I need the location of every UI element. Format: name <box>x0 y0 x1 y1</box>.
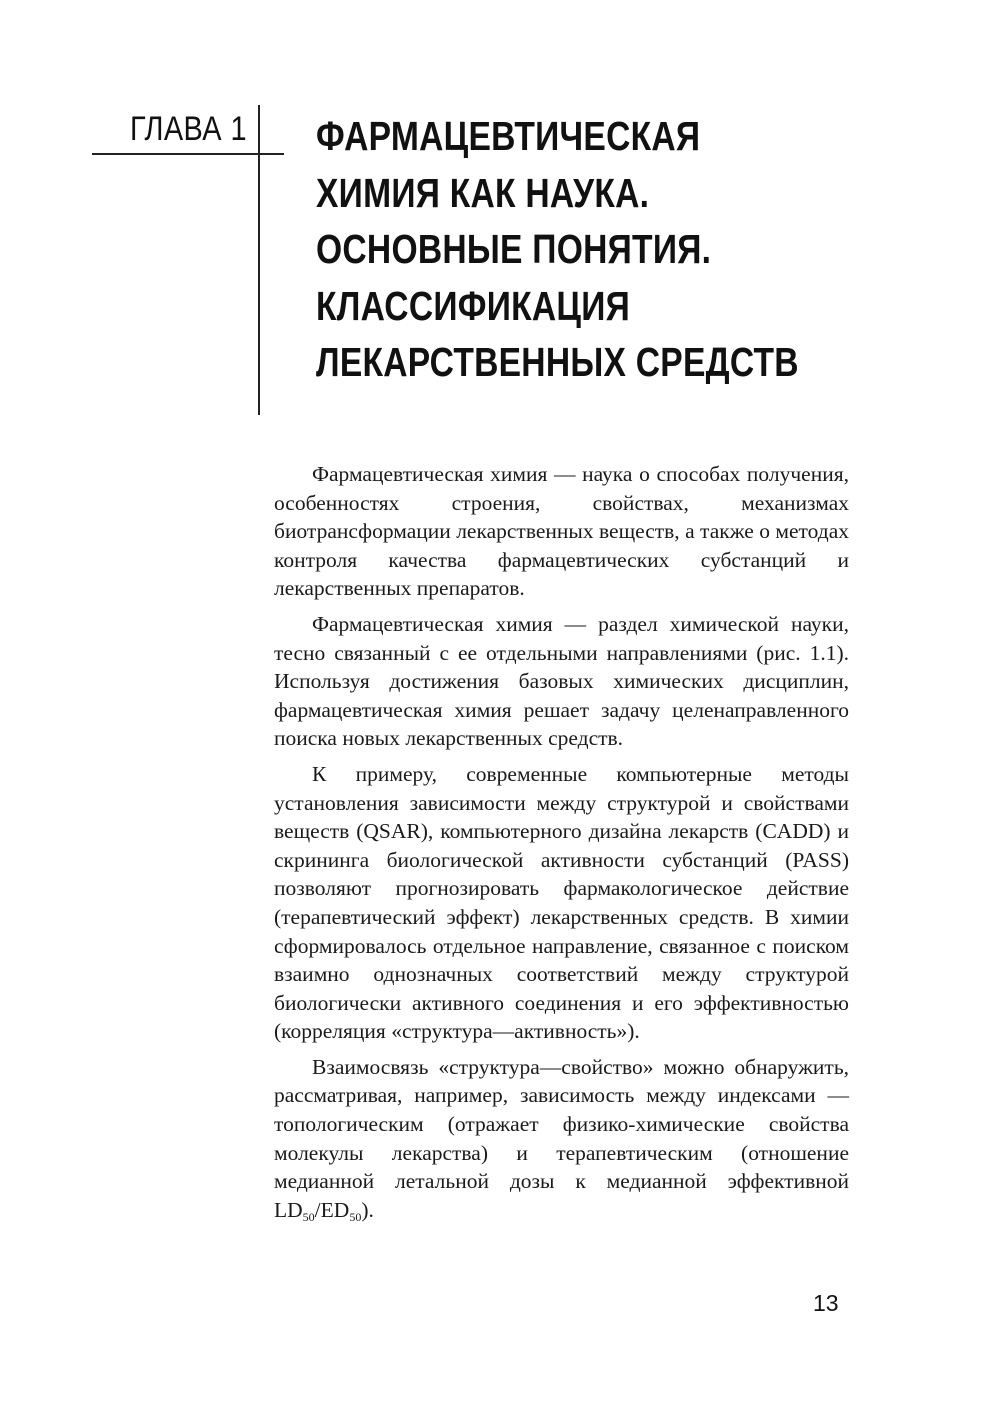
paragraph-end: ). <box>361 1197 374 1222</box>
chapter-horizontal-rule <box>92 153 284 155</box>
chapter-vertical-rule <box>258 105 260 415</box>
chapter-title-line: ФАРМАЦЕВТИЧЕСКАЯ <box>316 113 701 159</box>
paragraph: Фармацевтическая химия — раздел химической науки, тесно связанный с ее отдельными направлениями (рис. 1.1). Используя достижения базовых химических дисциплин, фармацевтическая химия решает задачу целенаправленного поиска новых лекарственных средств. <box>274 611 849 751</box>
body-text <box>274 460 849 1231</box>
ld-symbol: LD <box>274 1197 303 1222</box>
chapter-title-line: ОСНОВНЫЕ ПОНЯТИЯ. <box>316 226 712 272</box>
chapter-label: ГЛАВА 1 <box>130 110 247 148</box>
ed-subscript: 50 <box>349 1209 362 1224</box>
paragraph-last <box>274 1053 849 1225</box>
ld-subscript: 50 <box>302 1209 315 1224</box>
chapter-title-line: ЛЕКАРСТВЕННЫХ СРЕДСТВ <box>316 339 799 385</box>
ed-symbol: ED <box>320 1197 350 1222</box>
page-number: 13 <box>813 1290 839 1316</box>
paragraph: К примеру, современные компьютерные методы установления зависимости между структурой и свойствами веществ (QSAR), компьютерного дизайна лекарств (CADD) и скрининга биологической активности субстанций (PASS) позволяют прогнозировать фармакологическое действие (терапевтический эффект) лекарственных средств. В химии сформировалось отдельное направление, связанное с поиском взаимно однозначных соответствий между структурой биологически активного соединения и его эффективностью (корреляция «структура—активность»). <box>274 761 849 1044</box>
chapter-title-line: КЛАССИФИКАЦИЯ <box>316 282 631 329</box>
chapter-title <box>316 108 799 391</box>
paragraph: Фармацевтическая химия — наука о способах получения, особенностях строения, свойствах, механизмах биотрансформации лекарственных веществ, а также о методах контроля качества фармацевтических субстанций и лекарственных препаратов. <box>274 462 849 601</box>
chapter-title-line: ХИМИЯ КАК НАУКА. <box>316 169 650 216</box>
paragraph-text: Взаимосвязь «структура—свойство» можно обнаружить, рассматривая, например, зависимость между индексами — топологическим (отражает физико-химические свойства молекулы лекарства) и терапевтическим (отношение медианной летальной дозы к медианной эффективной <box>274 1054 849 1194</box>
slash: / <box>314 1197 321 1222</box>
